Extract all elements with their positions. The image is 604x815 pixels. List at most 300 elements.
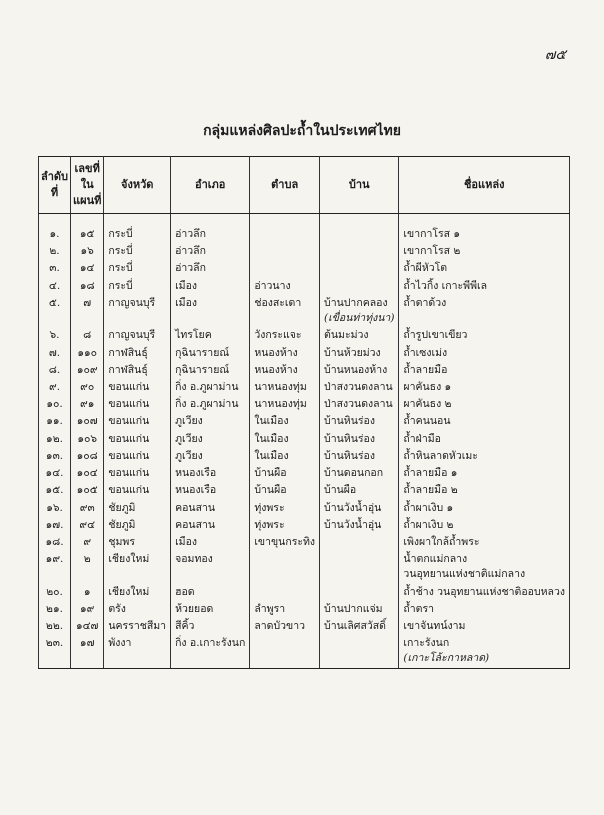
row-number	[39, 584, 71, 601]
district-cell	[171, 584, 250, 601]
village-cell	[320, 226, 399, 243]
district-cell-text: เมือง	[175, 296, 198, 309]
site-name-cell	[399, 534, 570, 551]
site-name-cell-text: ถ้ำลายมือ ๒	[403, 484, 458, 497]
site-name-cell-text: เขากาโรส ๑	[403, 228, 461, 240]
subdistrict-cell	[250, 601, 320, 618]
site-name-cell	[399, 327, 570, 344]
row-number-text: ๑๒.	[46, 432, 63, 445]
map-number	[71, 465, 104, 482]
header-no: ลำดับที่	[39, 157, 71, 214]
subdistrict-cell-text: บ้านผือ	[254, 467, 287, 480]
province-cell	[104, 345, 171, 362]
site-name-cell-text: ถ้ำช้าง วนอุทยานแห่งชาติออบหลวง	[403, 585, 566, 598]
province-cell	[104, 226, 171, 243]
site-name-cell-text: ถ้ำตรา	[403, 602, 435, 615]
village-cell	[320, 482, 399, 499]
map-number-text: ๑๗	[79, 637, 95, 650]
row-number	[39, 500, 71, 517]
province-cell-text: ตรัง	[108, 602, 126, 615]
province-cell	[104, 379, 171, 396]
subdistrict-cell	[250, 260, 320, 277]
row-number	[39, 551, 71, 583]
subdistrict-cell	[250, 448, 320, 465]
province-cell-text: ขอนแก่น	[108, 380, 150, 393]
table-row	[39, 413, 570, 430]
district-cell-text: คอนสาน	[175, 501, 216, 514]
table-row	[39, 601, 570, 618]
map-number	[71, 379, 104, 396]
table-row	[39, 635, 570, 668]
site-name-cell-text: น้ำตกแม่กลาง	[403, 553, 468, 566]
table-row	[39, 295, 570, 327]
map-number	[71, 396, 104, 413]
village-cell-text: บ้านห้วยม่วง	[324, 346, 381, 359]
subdistrict-cell-text: ในเมือง	[254, 415, 289, 428]
district-cell	[171, 379, 250, 396]
subdistrict-cell	[250, 482, 320, 499]
province-cell-text: ชัยภูมิ	[108, 518, 136, 531]
site-name-cell-text: ถ้ำเซงเม่ง	[403, 346, 448, 359]
province-cell	[104, 448, 171, 465]
site-name-cell-text: ถ้ำลายมือ	[403, 363, 448, 376]
province-cell	[104, 534, 171, 551]
district-cell	[171, 551, 250, 583]
table-row	[39, 534, 570, 551]
subdistrict-cell	[250, 534, 320, 551]
row-number	[39, 431, 71, 448]
subdistrict-cell-text: เขาขุนกระทิง	[254, 535, 316, 548]
site-name-cell-text: ถ้ำฝ่ามือ	[403, 432, 441, 445]
row-number	[39, 465, 71, 482]
map-number	[71, 243, 104, 260]
table-header-row	[39, 157, 570, 214]
table-row	[39, 260, 570, 277]
site-name-cell	[399, 278, 570, 295]
district-cell	[171, 413, 250, 430]
row-number	[39, 295, 71, 327]
subdistrict-cell	[250, 278, 320, 295]
row-number	[39, 226, 71, 243]
subdistrict-cell-text: ในเมือง	[254, 449, 289, 462]
province-cell-text: ขอนแก่น	[108, 484, 150, 497]
site-name-cell-text: เพิงผาใกล้ถ้ำพระ	[403, 535, 480, 548]
table-body	[39, 214, 570, 669]
row-number-text: ๒.	[49, 245, 60, 258]
map-number-text: ๙๔	[79, 518, 96, 531]
province-cell-text: กระบี่	[108, 228, 133, 240]
row-number-text: ๘.	[48, 363, 61, 376]
district-cell	[171, 278, 250, 295]
site-name-cell	[399, 396, 570, 413]
village-cell	[320, 379, 399, 396]
row-number	[39, 482, 71, 499]
site-name-cell-text: เกาะรังนก	[403, 637, 450, 650]
village-cell	[320, 465, 399, 482]
province-cell	[104, 396, 171, 413]
row-number	[39, 379, 71, 396]
map-number	[71, 601, 104, 618]
province-cell	[104, 465, 171, 482]
row-number-text: ๙.	[49, 380, 61, 393]
table-row	[39, 551, 570, 583]
province-cell	[104, 601, 171, 618]
village-cell	[320, 260, 399, 277]
table-row	[39, 396, 570, 413]
subdistrict-cell-text: ลาดบัวขาว	[254, 620, 306, 633]
map-number	[71, 431, 104, 448]
province-cell-text: ชุมพร	[108, 535, 135, 548]
map-number-text: ๑๐๗	[76, 415, 98, 428]
map-number	[71, 551, 104, 583]
spacer-row	[39, 214, 570, 227]
map-number-text: ๑๐๙	[76, 363, 98, 376]
row-number	[39, 345, 71, 362]
village-note: (เขื่อนท่าทุ่งนา)	[324, 312, 395, 325]
map-number-text: ๙๐	[80, 380, 95, 393]
province-cell-text: กาญจนบุรี	[108, 296, 156, 309]
village-cell-text: บ้านดอนกอก	[324, 467, 384, 480]
province-cell	[104, 635, 171, 668]
district-cell-text: เมือง	[175, 279, 198, 292]
district-cell	[171, 396, 250, 413]
village-cell	[320, 635, 399, 668]
site-name-cell-text: ผาฅันธง ๒	[403, 398, 452, 411]
village-cell	[320, 448, 399, 465]
map-number-text: ๗	[83, 296, 92, 309]
province-cell	[104, 413, 171, 430]
map-number	[71, 362, 104, 379]
village-cell	[320, 500, 399, 517]
map-number-text: ๑๙	[80, 602, 95, 615]
district-cell-text: หนองเรือ	[175, 484, 217, 497]
site-name-cell	[399, 243, 570, 260]
province-cell	[104, 551, 171, 583]
district-cell-text: คอนสาน	[175, 518, 216, 531]
village-cell-text: ป่าสงวนดงลาน	[324, 398, 393, 411]
map-number	[71, 635, 104, 668]
province-cell-text: พังงา	[108, 637, 132, 650]
subdistrict-cell	[250, 243, 320, 260]
table-row	[39, 482, 570, 499]
province-cell	[104, 431, 171, 448]
province-cell-text: ขอนแก่น	[108, 449, 150, 462]
village-cell	[320, 243, 399, 260]
map-number	[71, 618, 104, 635]
table-row	[39, 448, 570, 465]
village-cell-text: บ้านหินร่อง	[324, 449, 375, 462]
district-cell	[171, 226, 250, 243]
row-number-text: ๕.	[48, 296, 61, 309]
row-number	[39, 362, 71, 379]
district-cell-text: กุฉินารายณ์	[175, 346, 230, 359]
district-cell-text: กิ่ง อ.ภูผาม่าน	[175, 380, 239, 393]
district-cell	[171, 345, 250, 362]
district-cell-text: อ่าวลึก	[175, 228, 206, 240]
district-cell	[171, 295, 250, 327]
village-cell-text: บ้านหนองห้าง	[324, 363, 388, 376]
province-cell-text: ขอนแก่น	[108, 467, 150, 480]
row-number-text: ๑๖.	[46, 501, 63, 514]
cave-art-sites-table	[38, 156, 570, 669]
site-name-cell-text: ถ้ำไวกิ้ง เกาะพีพีเล	[403, 279, 488, 292]
district-cell-text: อ่าวลึก	[175, 245, 206, 258]
table-row	[39, 379, 570, 396]
row-number	[39, 534, 71, 551]
subdistrict-cell-text: นาหนองทุ่ม	[254, 398, 307, 411]
header-map-number: เลขที่ในแผนที่	[71, 157, 104, 214]
header-subdistrict: ตำบล	[250, 157, 320, 214]
site-name-cell	[399, 601, 570, 618]
site-name-cell	[399, 345, 570, 362]
province-cell-text: ชัยภูมิ	[108, 501, 136, 514]
district-cell	[171, 517, 250, 534]
province-cell	[104, 517, 171, 534]
district-cell	[171, 534, 250, 551]
map-number	[71, 534, 104, 551]
district-cell-text: กิ่ง อ.ภูผาม่าน	[175, 398, 239, 411]
village-cell-text: บ้านผือ	[324, 484, 357, 497]
map-number	[71, 260, 104, 277]
district-cell-text: หนองเรือ	[175, 467, 217, 480]
subdistrict-cell-text: หนองห้าง	[254, 346, 298, 359]
row-number-text: ๖.	[49, 329, 60, 342]
site-name-cell-text: ถ้ำรูปเขาเขียว	[403, 329, 468, 342]
map-number-text: ๑๕	[79, 228, 95, 240]
map-number-text: ๑๐๘	[76, 449, 98, 462]
district-cell	[171, 327, 250, 344]
site-note: (เกาะโล้ะกาหลาด)	[403, 652, 490, 665]
site-name-cell	[399, 465, 570, 482]
header-village: บ้าน	[320, 157, 399, 214]
map-number-text: ๑๐๔	[76, 467, 98, 480]
table-row	[39, 226, 570, 243]
header-district: อำเภอ	[171, 157, 250, 214]
row-number	[39, 278, 71, 295]
row-number	[39, 413, 71, 430]
site-name-cell	[399, 295, 570, 327]
table-row	[39, 327, 570, 344]
row-number-text: ๑๕.	[45, 484, 64, 497]
subdistrict-cell	[250, 431, 320, 448]
site-name-cell	[399, 260, 570, 277]
village-cell-text: ป่าสงวนดงลาน	[324, 380, 393, 393]
province-cell-text: กาฬสินธุ์	[108, 363, 148, 376]
site-name-cell	[399, 413, 570, 430]
map-number	[71, 295, 104, 327]
row-number-text: ๑๓.	[45, 449, 64, 462]
row-number-text: ๒๑.	[46, 602, 63, 615]
village-cell	[320, 278, 399, 295]
map-number	[71, 500, 104, 517]
subdistrict-cell-text: นาหนองทุ่ม	[254, 380, 307, 393]
site-name-cell-text: ผาฅันธง ๑	[403, 380, 452, 393]
district-cell-text: สีคิ้ว	[175, 620, 195, 633]
table-row	[39, 465, 570, 482]
district-cell-text: กิ่ง อ.เกาะรังนก	[175, 637, 246, 650]
row-number-text: ๗.	[48, 346, 61, 359]
site-name-cell	[399, 517, 570, 534]
row-number-text: ๒๓.	[45, 637, 64, 650]
row-number-text: ๑๙.	[45, 553, 64, 566]
subdistrict-cell	[250, 465, 320, 482]
village-cell-text: บ้านเลิศสวัสดิ์	[324, 620, 386, 633]
map-number	[71, 278, 104, 295]
province-cell	[104, 243, 171, 260]
village-cell-text: บ้านหินร่อง	[324, 432, 375, 445]
province-cell-text: กาญจนบุรี	[108, 329, 156, 342]
district-cell-text: ห้วยยอด	[175, 602, 214, 615]
map-number-text: ๑๑๐	[77, 346, 98, 359]
province-cell	[104, 618, 171, 635]
district-cell-text: จอมทอง	[175, 553, 213, 566]
site-name-cell	[399, 379, 570, 396]
site-name-cell-text: ถ้ำหินลาดหัวเมะ	[403, 449, 478, 462]
subdistrict-cell	[250, 345, 320, 362]
map-number-text: ๑๔๗	[75, 620, 99, 633]
province-cell	[104, 500, 171, 517]
row-number-text: ๒๐.	[46, 585, 63, 598]
province-cell-text: กระบี่	[108, 279, 133, 292]
district-cell	[171, 500, 250, 517]
header-site-name: ชื่อแหล่ง	[399, 157, 570, 214]
subdistrict-cell-text: อ่าวนาง	[254, 279, 291, 292]
row-number-text: ๑๔.	[45, 467, 64, 480]
site-name-cell	[399, 431, 570, 448]
map-number-text: ๑๐๕	[76, 484, 98, 497]
district-cell	[171, 601, 250, 618]
village-cell	[320, 618, 399, 635]
site-name-cell-text: ถ้ำผาเงิบ ๑	[403, 501, 454, 514]
district-cell	[171, 618, 250, 635]
province-cell	[104, 260, 171, 277]
row-number	[39, 327, 71, 344]
table-row	[39, 345, 570, 362]
table-row	[39, 431, 570, 448]
site-name-cell	[399, 500, 570, 517]
map-number	[71, 345, 104, 362]
site-name-cell	[399, 362, 570, 379]
province-cell	[104, 584, 171, 601]
map-number	[71, 482, 104, 499]
map-number-text: ๙๑	[80, 398, 95, 411]
subdistrict-cell	[250, 226, 320, 243]
province-cell-text: กาฬสินธุ์	[108, 346, 148, 359]
subdistrict-cell-text: ช่องสะเดา	[254, 296, 302, 309]
site-name-cell-text: ถ้ำผาเงิบ ๒	[403, 518, 454, 531]
subdistrict-cell	[250, 396, 320, 413]
site-name-cell	[399, 226, 570, 243]
map-number-text: ๑	[83, 585, 91, 598]
row-number-text: ๔.	[48, 279, 61, 292]
district-cell	[171, 243, 250, 260]
village-cell	[320, 601, 399, 618]
row-number-text: ๑๑.	[46, 415, 63, 428]
village-cell-text: บ้านปากแจ่ม	[324, 602, 383, 615]
map-number	[71, 448, 104, 465]
row-number	[39, 635, 71, 668]
subdistrict-cell-text: ทุ่งพระ	[254, 518, 285, 531]
district-cell-text: ฮอด	[175, 585, 195, 598]
district-cell	[171, 431, 250, 448]
village-cell	[320, 534, 399, 551]
subdistrict-cell	[250, 362, 320, 379]
district-cell-text: ภูเวียง	[175, 432, 203, 445]
site-name-cell	[399, 448, 570, 465]
map-number-text: ๘	[83, 329, 92, 342]
table-row	[39, 362, 570, 379]
site-name-cell	[399, 584, 570, 601]
province-cell-text: เชียงใหม่	[108, 585, 150, 598]
district-cell	[171, 465, 250, 482]
row-number-text: ๑๐.	[46, 398, 63, 411]
row-number	[39, 260, 71, 277]
province-cell	[104, 327, 171, 344]
province-cell-text: นครราชสีมา	[108, 620, 167, 633]
province-cell-text: เชียงใหม่	[108, 553, 150, 566]
table-row	[39, 618, 570, 635]
map-number	[71, 226, 104, 243]
row-number-text: ๑๗.	[45, 518, 64, 531]
subdistrict-cell	[250, 413, 320, 430]
map-number-text: ๑๐๖	[77, 432, 98, 445]
site-name-cell	[399, 482, 570, 499]
province-cell-text: กระบี่	[108, 262, 133, 275]
village-cell	[320, 362, 399, 379]
province-cell-text: ขอนแก่น	[108, 398, 150, 411]
village-cell	[320, 551, 399, 583]
subdistrict-cell	[250, 500, 320, 517]
map-number	[71, 413, 104, 430]
village-cell-text: บ้านวังน้ำอุ่น	[324, 501, 382, 514]
map-number-text: ๙	[83, 535, 92, 548]
subdistrict-cell	[250, 517, 320, 534]
site-name-cell	[399, 635, 570, 668]
province-cell-text: กระบี่	[108, 245, 133, 258]
village-cell	[320, 517, 399, 534]
site-name-cell-text: ถ้ำลายมือ ๑	[403, 467, 458, 480]
village-cell	[320, 396, 399, 413]
site-name-cell	[399, 551, 570, 583]
table-row	[39, 278, 570, 295]
row-number	[39, 601, 71, 618]
subdistrict-cell-text: ในเมือง	[254, 432, 289, 445]
subdistrict-cell-text: บ้านผือ	[254, 484, 287, 497]
row-number	[39, 243, 71, 260]
row-number	[39, 448, 71, 465]
village-cell	[320, 431, 399, 448]
district-cell-text: กุฉินารายณ์	[175, 363, 230, 376]
map-number-text: ๒	[83, 553, 91, 566]
village-cell	[320, 295, 399, 327]
row-number-text: ๓.	[49, 262, 60, 275]
map-number-text: ๑๖	[80, 245, 94, 258]
district-cell-text: เมือง	[175, 535, 198, 548]
header-province: จังหวัด	[104, 157, 171, 214]
district-cell-text: ไทรโยค	[175, 329, 212, 342]
subdistrict-cell-text: วังกระแจะ	[254, 329, 302, 342]
province-cell	[104, 482, 171, 499]
row-number-text: ๑.	[49, 228, 60, 240]
province-cell-text: ขอนแก่น	[108, 432, 150, 445]
village-cell-text: ต้นมะม่วง	[324, 329, 369, 342]
village-cell-text: บ้านปากคลอง	[324, 296, 388, 309]
row-number-text: ๑๘.	[45, 535, 64, 548]
province-cell	[104, 295, 171, 327]
map-number-text: ๙๓	[79, 501, 95, 514]
row-number	[39, 396, 71, 413]
province-cell	[104, 362, 171, 379]
